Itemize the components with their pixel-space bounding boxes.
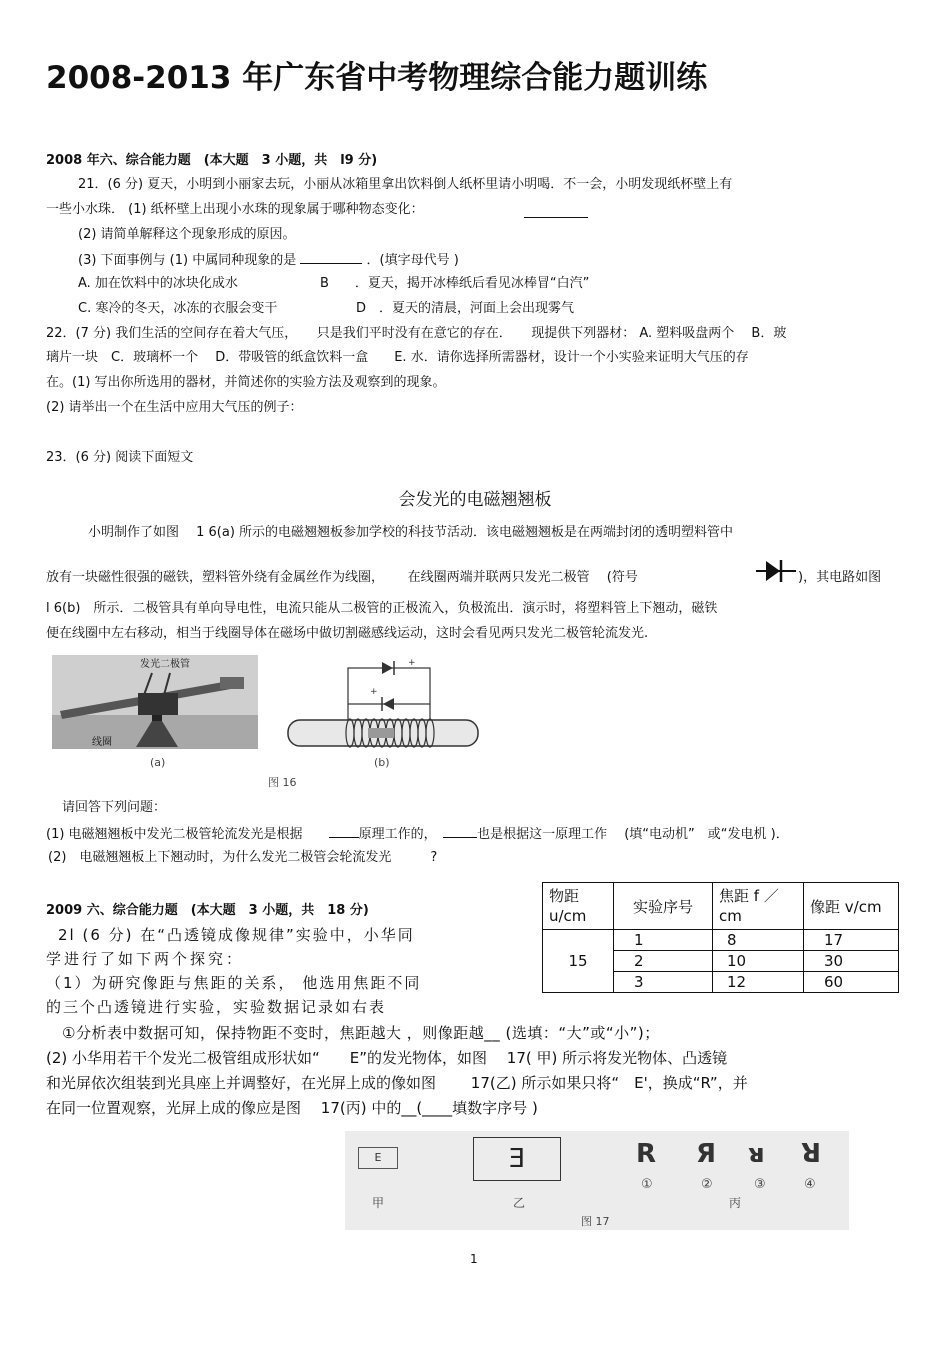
- label-bing: 丙: [729, 1196, 742, 1210]
- diode-symbol-icon: [756, 558, 796, 584]
- fig17-caption: 图 17: [581, 1215, 610, 1228]
- q22-text: 在。(1) 写出你所选用的器材，并简述你的实验方法及观察到的现象。: [46, 375, 446, 390]
- photo-seesaw: [52, 655, 258, 749]
- jia-object: E: [358, 1147, 398, 1169]
- section-2008-header: 2008 年六、综合能力题 (本大题 3 小题，共 l9 分): [46, 153, 378, 168]
- cell-seq: 3: [614, 972, 713, 993]
- q21-2009-text: 在同一位置观察，光屏上成的像应是图 17(丙) 中的__(____填数字序号 ): [46, 1099, 538, 1117]
- page-title: 2008-2013 年广东省中考物理综合能力题训练: [46, 60, 708, 96]
- article-paragraph: )，其电路如图: [798, 570, 882, 585]
- cell-image: 60: [804, 972, 899, 993]
- figure-17: [345, 1131, 849, 1230]
- answer-blank[interactable]: [443, 825, 477, 838]
- cell-seq: 1: [614, 930, 713, 951]
- header-focal-length: 焦距 f ／ cm: [713, 883, 804, 930]
- q21-text: 一些小水珠． (1) 纸杯壁上出现小水珠的现象属于哪种物态变化：: [46, 202, 424, 217]
- q21-2009-text: 的三个凸透镜进行实验，实验数据记录如右表: [46, 998, 387, 1016]
- cell-seq: 2: [614, 951, 713, 972]
- number-2: ②: [701, 1177, 713, 1192]
- table-row: [543, 930, 899, 951]
- answer-intro: 请回答下列问题：: [62, 800, 167, 815]
- label-yi: 乙: [513, 1196, 526, 1210]
- q21-2009-text: 2l (6 分) 在“凸透镜成像规律”实验中，小华同: [58, 926, 415, 944]
- bing-option-1: R: [636, 1139, 657, 1169]
- option-c: C. 寒冷的冬天，冰冻的衣服会变干: [78, 301, 278, 316]
- option-d: D ．夏天的清晨，河面上会出现雾气: [356, 301, 575, 316]
- label-jia: 甲: [372, 1196, 385, 1210]
- answer-blank[interactable]: [524, 204, 588, 218]
- q21-2009-text: 和光屏依次组装到光具座上并调整好，在光屏上成的像如图 17(乙) 所示如果只将“ E'，换成“R”，并: [46, 1074, 748, 1092]
- page-number: 1: [470, 1252, 478, 1266]
- fig16-a-label: (a): [150, 756, 166, 769]
- lens-data-table: [542, 882, 899, 993]
- q23-sub1-text: (1) 电磁翘翘板中发光二极管轮流发光是根据: [46, 827, 329, 842]
- q21-text: 21．(6 分) 夏天，小明到小丽家去玩，小丽从冰箱里拿出饮料倒人纸杯里请小明喝．不一会，小明发现纸杯壁上有: [78, 177, 733, 192]
- label-coil: 线圈: [92, 737, 112, 748]
- q21-sub3-text: (3) 下面事例与 (1) 中属同种现象的是: [78, 253, 297, 268]
- q21-sub2: (2) 请简单解释这个现象形成的原因。: [78, 227, 296, 242]
- header-image-distance: 像距 v/cm: [804, 883, 899, 930]
- fig16-caption: 图 16: [268, 776, 297, 789]
- article-paragraph: 放有一块磁性很强的磁铁，塑料管外绕有金属丝作为线圈， 在线圈两端并联两只发光二极管 (符号: [46, 570, 638, 585]
- svg-text:+: +: [370, 687, 378, 697]
- bing-option-4: ꓤ: [801, 1139, 822, 1169]
- table-header-row: [543, 883, 899, 930]
- circuit-diagram: [282, 656, 484, 750]
- cell-image: 17: [804, 930, 899, 951]
- bing-option-2: Я: [696, 1139, 717, 1169]
- q21-2009-text: (2) 小华用若干个发光二极管组成形状如“ E”的发光物体，如图 17( 甲) 所示将发光物体、凸透镜: [46, 1049, 728, 1067]
- cell-focal: 8: [713, 930, 804, 951]
- q21-sub3: [78, 251, 459, 269]
- bing-option-3: ᴚ: [748, 1139, 765, 1169]
- number-3: ③: [754, 1177, 766, 1192]
- q21-2009-text: 学进行了如下两个探究：: [46, 950, 245, 968]
- option-b: B ．夏天，揭开冰棒纸后看见冰棒冒“白汽”: [320, 276, 590, 291]
- q21-sub3-hint: ．(填字母代号 ): [366, 253, 459, 268]
- article-title: 会发光的电磁翘翘板: [398, 490, 552, 510]
- cell-object-distance: 15: [543, 930, 614, 993]
- q23-sub2: (2) 电磁翘翘板上下翘动时，为什么发光二极管会轮流发光 ?: [48, 850, 438, 865]
- number-1: ①: [641, 1177, 653, 1192]
- q22-text: (2) 请举出一个在生活中应用大气压的例子：: [46, 400, 303, 415]
- label-diode: 发光二极管: [140, 659, 190, 670]
- q23-sub1-text2: 原理工作的，: [358, 827, 431, 842]
- article-paragraph: 小明制作了如图 1 6(a) 所示的电磁翘翘板参加学校的科技节活动．该电磁翘翘板是在两端封闭的透明塑料管中: [88, 525, 734, 540]
- option-a: A. 加在饮料中的冰块化成水: [78, 276, 238, 291]
- q21-2009-text: （1）为研究像距与焦距的关系， 他选用焦距不同: [46, 974, 422, 992]
- answer-blank[interactable]: [329, 825, 359, 838]
- header-sequence: 实验序号: [614, 883, 713, 930]
- number-4: ④: [804, 1177, 816, 1192]
- section-2009-header: 2009 六、综合能力题 (本大题 3 小题，共 18 分): [46, 903, 369, 918]
- article-paragraph: 便在线圈中左右移动，相当于线圈导体在磁场中做切割磁感线运动，这时会看见两只发光二极管轮流发光.: [46, 626, 649, 641]
- answer-blank[interactable]: [300, 251, 362, 264]
- q23-head: 23．(6 分) 阅读下面短文: [46, 450, 194, 465]
- cell-image: 30: [804, 951, 899, 972]
- yi-screen: Ǝ: [473, 1137, 561, 1181]
- fig16-b-label: (b): [374, 756, 390, 769]
- svg-text:+: +: [408, 658, 416, 668]
- q23-sub1-text3: 也是根据这一原理工作 (填“电动机” 或“发电机 )．: [477, 827, 789, 842]
- q21-2009-text: ①分析表中数据可知，保持物距不变时，焦距越大 ，则像距越__ (选填：“大”或“小”)；: [62, 1024, 660, 1042]
- q22-text: 璃片一块 C．玻璃杯一个 D．带吸管的纸盒饮料一盒 E. 水．请你选择所需器材，设计一个小实验来证明大气压的存: [46, 350, 749, 365]
- article-paragraph: l 6(b) 所示．二极管具有单向导电性，电流只能从二极管的正极流入，负极流出．演示时，将塑料管上下翘动，磁铁: [46, 601, 718, 616]
- header-object-distance: 物距 u/cm: [543, 883, 614, 930]
- cell-focal: 12: [713, 972, 804, 993]
- q23-sub1: [46, 825, 789, 843]
- cell-focal: 10: [713, 951, 804, 972]
- q22-text: 22．(7 分) 我们生活的空间存在着大气压， 只是我们平时没有在意它的存在． 现提供下列器材： A. 塑料吸盘两个 B．玻: [46, 326, 787, 341]
